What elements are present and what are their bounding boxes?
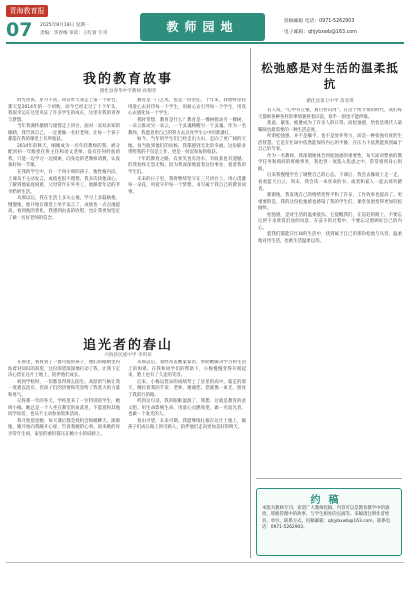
article-3-body bbox=[258, 108, 402, 474]
section-title: 教师园地 bbox=[166, 20, 239, 34]
contact-address: 投稿邮箱 电话：0971-5262903 bbox=[284, 19, 355, 24]
article-2-paragraph: 后来，小梅以优异的成绩考上了县里的高中。临走的那天，她拉着我的手说：老师，谢谢您，您就像一束光，照亮了我前行的路。 bbox=[128, 379, 246, 398]
article-1-title: 我的教育故事 bbox=[82, 72, 173, 87]
article-2-paragraph: 初到学校时，一切都显得那么陌生。高原的气候让我一度难以适应，但孩子们的热情和笑容给了我莫大的力量和勇气。 bbox=[8, 379, 120, 398]
article-2-paragraph: 我开始留意她，每天课后都会找机会和她聊天。渐渐地，她开始向我敞开心扉，告诉我她的心事。原来她的母亲常年生病，家里的重担都压在她小小的肩膀上。 bbox=[8, 418, 120, 438]
article-2-paragraph: 春山可望，未来可期。我愿继续扎根在这片土地上，做孩子们成长路上的引路人，陪伴他们走向更加美好的明天。 bbox=[128, 418, 246, 431]
article-2-paragraph: 听到这句话，我的眼眶湿润了。我想，这就是教育的意义吧。用生命影响生命，用爱心点燃希望，做一名追光者，也做一个发光的人。 bbox=[128, 399, 246, 418]
article-1-column-1 bbox=[8, 98, 120, 328]
article-1-paragraph: 十年的教育之路，有欢笑也有泪水，有收获也有遗憾。但我始终无怨无悔，因为我深深地爱着这份事业，爱着我的学生们。 bbox=[128, 156, 246, 176]
article-3-title: 松弛感是对生活的温柔抵抗 bbox=[261, 61, 399, 91]
call-for-submissions-text: 本版为教师专刊，欢迎广大教师投稿，内容可以是教育教学中的感悟、班级管理中的故事、与学生相处的点滴等。来稿请注明作者姓名、单位、联系方式。投稿邮箱：qhjybxwb@163.com，联系电话：0971-5262903。 bbox=[262, 506, 391, 530]
article-1-paragraph: 我时常想，教育是什么？教育是一棵树摇动另一棵树，一朵云推动另一朵云，一个灵魂唤醒另一个灵魂。作为一名教师，我愿意用自己的努力去点亮学生心中的那盏灯。 bbox=[128, 117, 246, 136]
article-2-paragraph: 从那以后，我经常去她家家访，帮助她解决学习和生活上的困难。在我和同学们的帮助下，小梅慢慢变得开朗起来，脸上也有了久违的笑容。 bbox=[128, 360, 246, 379]
page-header bbox=[0, 0, 410, 41]
article-2-title: 追光者的春山 bbox=[82, 338, 173, 353]
article-3-byline: 循化县第七中学 余亚琪 bbox=[306, 99, 354, 104]
article-1-paragraph: 2014年的秋天，刚刚成为一名年轻教师的我，被分配到初一年级担任班主任和语文老师。没有任何经验的我，只能一边学习一边摸索，向身边的老教师请教，认真备好每一节课。 bbox=[8, 143, 120, 169]
article-1-paragraph: 教育是一门艺术，也是一份责任。十年来，我始终坚持用爱心去对待每一个学生，用耐心去引导每一个学生，用真心去感化每一个学生。 bbox=[128, 98, 246, 117]
article-1-paragraph: 如今，当年的学生们已经走出大山，走向了更广阔的天地。每当收到他们的问候，我都感到无比的幸福。这份职业带给我的不仅是工作，更是一份沉甸甸的收获。 bbox=[128, 137, 246, 156]
article-3-paragraph: 渐渐地，我发现自己的情绪变得平和了许多，工作效率也提高了。更重要的是，我的这份松弛感也感染了我的学生们，课堂氛围变得更加轻松愉快。 bbox=[258, 193, 402, 212]
article-2-paragraph: 在那里，我看到了一群可爱的孩子，他们的眼睛里闪烁着对知识的渴望，这份渴望深深地打动了我，让我下定决心留在这片土地上，陪伴他们成长。 bbox=[8, 360, 120, 379]
article-3-paragraph: 焦虑、紧张、疲惫成为了许多人的日常。而松弛感，恰恰是现代人最稀缺也最需要的一种生活态度。 bbox=[258, 121, 402, 133]
article-3-paragraph: 愿我们都能在忙碌的生活中，找到属于自己的那份松弛与从容，温柔地对待生活，也被生活温柔以待。 bbox=[258, 232, 402, 244]
call-for-submissions-box bbox=[256, 488, 402, 556]
article-3-paragraph: 所谓松弛感，并不是躺平，也不是放弃努力，而是一种张弛有度的生活智慧。它是在忙碌中依然能保持内心的平静，在压力下依然能找到属于自己的节奏。 bbox=[258, 134, 402, 153]
article-1-column-2 bbox=[128, 98, 246, 328]
call-for-submissions-title: 约稿 bbox=[310, 495, 347, 506]
footer-divider bbox=[6, 562, 404, 563]
article-1-paragraph: 未来的日子里，我将继续坚守在三尺讲台上，用心浇灌每一朵花，用爱守护每一个梦想，书写属于我自己的教育故事。 bbox=[128, 176, 246, 195]
column-divider bbox=[250, 48, 251, 558]
article-3-paragraph: 作为一名教师，我深刻地体会到松弛感的重要性。每天面对繁重的教学任务和琐碎的班级事务，我也曾一度陷入焦虑之中，常常感到身心俱疲。 bbox=[258, 153, 402, 172]
article-3-paragraph: 有人说，"心中有丘壑，眉目作山河"。在这个快节奏的时代，我们每天都被各种各样的事情裹挟着向前，似乎一刻也不能停歇。 bbox=[258, 108, 402, 120]
section-banner bbox=[140, 13, 265, 41]
article-3-divider bbox=[256, 478, 402, 479]
article-1-paragraph: 在我的学生中，有一个叫小明的孩子，他性格内向，上课从不主动发言，成绩也很不理想。我多次找他谈心，了解到他家庭困难，父母常年在外务工，他跟着年迈的爷爷奶奶生活。 bbox=[8, 170, 120, 195]
article-3-paragraph: 后来我慢慢学会了调整自己的心态。下课后，我会去操场上走一走，看看蓝天白云；周末，我会读一本喜欢的书，或者和家人一起去郊外踏青。 bbox=[258, 173, 402, 192]
contact-email: 电子邮箱：qhjybxwb@163.com bbox=[284, 30, 357, 35]
article-2-column-1 bbox=[8, 360, 120, 558]
editor-credits: 责编：李春梅 审读：王红蕾 专刊 bbox=[40, 31, 108, 36]
article-1-byline: 循化县春华中学教师 孙翔华 bbox=[99, 89, 157, 94]
header-divider bbox=[6, 42, 404, 44]
article-1-paragraph: 时光荏苒，岁月不居，回首昨天我走上第一个讲台，那天是2014年的一个初秋，而今已经走过了十个年头，我很幸运在这里见证了许多学生的成长，这里有我的青春与梦想。 bbox=[8, 98, 120, 123]
issue-date: 2025年8月18日 星期一 bbox=[40, 23, 90, 28]
newspaper-logo: 青海教育报 bbox=[6, 5, 48, 17]
article-1-paragraph: 当年我满怀激情与憧憬走上讲台，面对一双双求知的眼睛，我告诉自己，一定要做一名好老师，让每一个孩子都能在我的课堂上有所收获。 bbox=[8, 124, 120, 143]
article-2-paragraph: 记得那一年的冬天，学校里来了一位特别的学生，她叫小梅。她总是一个人坐在教室的角落里，不愿意和其他同学说话，也从不主动参加集体活动。 bbox=[8, 399, 120, 418]
article-2-byline: 兴海县民族中学 李玥环 bbox=[104, 353, 152, 358]
article-2-column-2 bbox=[128, 360, 246, 558]
page-number: 07 bbox=[6, 19, 33, 41]
article-1-paragraph: 从那以后，我在生活上多关心他，学习上多鼓励他，慢慢地，他开始在课堂上举手发言了，成绩也一点点地提高。看到他的变化，我感到由衷的欣慰，也让我更加坚定了做一名好老师的信念。 bbox=[8, 196, 120, 221]
article-3-paragraph: 松弛感，是对生活的温柔抵抗。它提醒我们，在追赶的路上，不要忘记停下来欣赏沿途的风景；在奋斗的过程中，不要忘记照顾好自己的内心。 bbox=[258, 212, 402, 231]
